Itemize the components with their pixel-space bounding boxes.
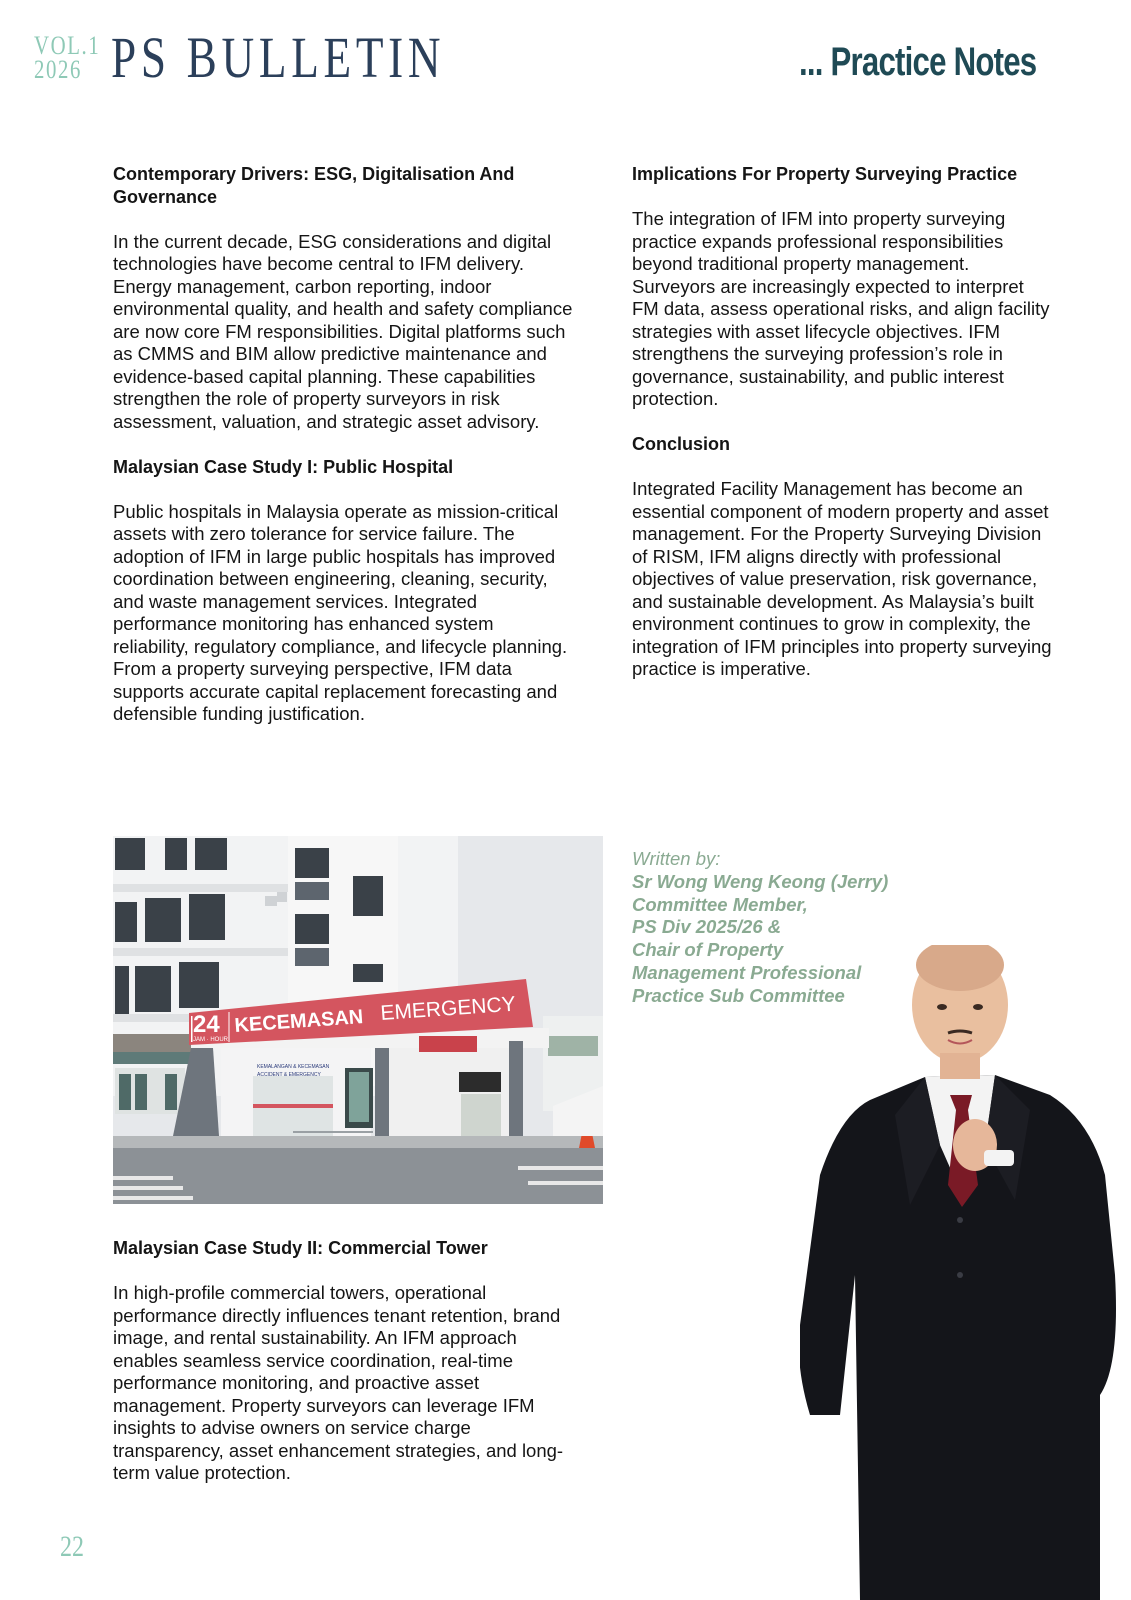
section-body: In the current decade, ESG considerations and digital technologies have become central to IFM delivery. Energy management, carbon reporting, indoor environmental quality, and health and safety compliance are now core FM responsibilities. Digital platforms such as CMMS and BIM allow predictive maintenance and evidence-based capital planning. These capabilities strengthen the role of property surveyors in risk assessment, valuation, and strategic asset advisory. xyxy=(113,230,573,432)
hospital-emergency-photo xyxy=(113,836,603,1204)
section-body: Public hospitals in Malaysia operate as mission-critical assets with zero tolerance for service failure. The adoption of IFM in large public hospitals has improved coordination between engineering, cleaning, security, and waste management services. Integrated performance monitoring has enhanced system reliability, regulatory compliance, and lifecycle planning. From a property surveying perspective, IFM data supports accurate capital replacement forecasting and defensible funding justification. xyxy=(113,500,568,724)
section-heading: Conclusion xyxy=(632,434,730,454)
year-label: 2026 xyxy=(34,55,82,84)
section-case-study-commercial-tower xyxy=(113,1237,573,1485)
hospital-building-illustration xyxy=(113,836,603,1204)
section-heading: Malaysian Case Study I: Public Hospital xyxy=(113,456,454,477)
section-label: ... Practice Notes xyxy=(798,40,1036,84)
section-body: The integration of IFM into property surveying practice expands professional responsibilities beyond traditional property management. Surveyors are increasingly expected to interpret FM data, assess operational risks, and align facility strategies with asset lifecycle objectives. IFM strengthens the surveying profession’s role in governance, sustainability, and public interest protection. xyxy=(632,208,1050,409)
author-role-line: Chair of Property xyxy=(632,939,784,961)
author-portrait-illustration xyxy=(800,945,1131,1600)
author-role-line: Practice Sub Committee xyxy=(632,984,845,1006)
author-role-line: Management Professional xyxy=(632,961,862,983)
section-heading: Contemporary Drivers: ESG, Digitalisation And Governance xyxy=(113,164,515,207)
byline-label: Written by: xyxy=(632,848,721,869)
section-conclusion xyxy=(632,433,1052,681)
svg-text:KECEMASAN: KECEMASAN xyxy=(233,1006,364,1037)
right-column xyxy=(632,163,1052,703)
volume-label: VOL.1 xyxy=(34,31,101,60)
section-heading: Malaysian Case Study II: Commercial Tower xyxy=(113,1238,488,1258)
author-role-line: Committee Member, xyxy=(632,893,808,915)
svg-text:KEMALANGAN & KECEMASAN: KEMALANGAN & KECEMASAN xyxy=(257,1064,330,1070)
svg-text:ACCIDENT & EMERGENCY: ACCIDENT & EMERGENCY xyxy=(257,1072,321,1078)
section-heading: Implications For Property Surveying Practice xyxy=(632,164,1018,184)
volume-year xyxy=(34,31,101,84)
left-column xyxy=(113,163,573,748)
masthead-logo xyxy=(34,25,539,90)
publication-title: PS BULLETIN xyxy=(110,25,446,90)
sign-hours: 24 xyxy=(193,1011,220,1038)
left-column-bottom xyxy=(113,1237,573,1507)
author-portrait xyxy=(800,945,1131,1600)
section-case-study-hospital xyxy=(113,456,573,726)
section-implications xyxy=(632,163,1052,411)
svg-text:EMERGENCY: EMERGENCY xyxy=(379,992,517,1025)
section-body: Integrated Facility Management has become an essential component of modern property and asset management. For the Property Surveying Division of RISM, IFM aligns directly with professional objectives of value preservation, risk governance, and sustainable development. As Malaysia’s built environment continues to grow in complexity, the integration of IFM principles into property surveying practice is imperative. xyxy=(632,478,1052,679)
page-number: 22 xyxy=(60,1530,84,1563)
author-name: Sr Wong Weng Keong (Jerry) xyxy=(632,870,889,892)
section-body: In high-profile commercial towers, operational performance directly influences tenant retention, brand image, and rental sustainability. An IFM approach enables seamless service coordination, real-time performance monitoring, and proactive asset management. Property surveyors can leverage IFM insights to advise owners on service charge transparency, asset enhancement strategies, and long-term value protection. xyxy=(113,1282,564,1483)
section-contemporary-drivers xyxy=(113,163,573,433)
author-role-line: PS Div 2025/26 & xyxy=(632,916,782,938)
svg-text:JAM · HOUR: JAM · HOUR xyxy=(193,1037,228,1043)
